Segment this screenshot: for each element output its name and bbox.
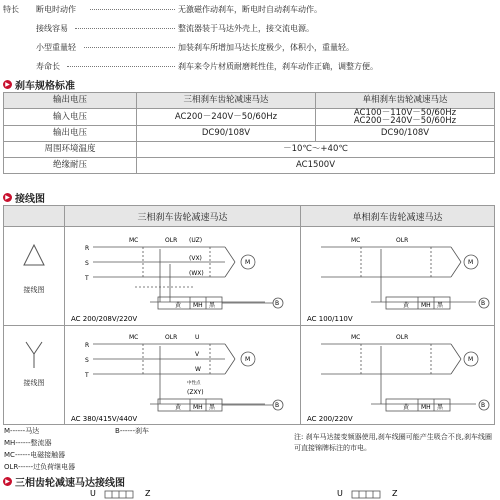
label-OLR: OLR [165, 334, 178, 341]
legend-dash: ------ [14, 451, 31, 459]
wiring-section-title [3, 190, 45, 205]
label-black: 黑 [209, 404, 216, 411]
feature-value: 加装刹车所增加马达长度极少，体积小，重量轻。 [178, 43, 354, 52]
bottom-title-text: 三相齿轮减速马达接线图 [15, 478, 125, 489]
diagram-single-ac100 [301, 227, 495, 326]
spec-label: 输出电压 [4, 126, 137, 142]
legend-item [4, 426, 39, 436]
legend-text: 整流器 [30, 439, 52, 447]
spec-label: 输入电压 [4, 109, 137, 126]
label-S: S [85, 260, 89, 267]
label-R: R [85, 245, 90, 252]
label-MH: MH [193, 302, 203, 309]
voltage-label: AC 200/220V [307, 415, 353, 423]
legend-abbr: MH [4, 439, 16, 447]
wiring-side-cell [4, 326, 65, 425]
spec-label: 输出电压 [4, 93, 137, 109]
voltage-label: AC 380/415V/440V [71, 415, 138, 423]
label-black: 黑 [437, 404, 444, 411]
feature-key: 断电时动作 [36, 5, 76, 14]
legend-text: 马达 [25, 427, 40, 435]
bullet-arrow-icon: ▶ [3, 477, 12, 486]
label-yellow: 黄 [403, 404, 410, 411]
spec-cell-merged: AC1500V [137, 158, 495, 174]
leader-dots [90, 9, 175, 10]
wiring-diagram-single-2 [301, 326, 498, 425]
spec-label: 绝缘耐压 [4, 158, 137, 174]
label-ZXY: (ZXY) [187, 389, 204, 396]
legend-item [4, 462, 75, 472]
label-B: B [481, 402, 486, 409]
label-MC: MC [129, 237, 139, 244]
label-yellow: 黄 [175, 302, 182, 309]
wiring-diagram-three-1 [65, 227, 300, 326]
label-yellow: 黄 [175, 404, 182, 411]
delta-icon [4, 239, 64, 279]
feature-value: 整流器装于马达外壳上，接交流电源。 [178, 24, 314, 33]
label-MH: MH [421, 404, 431, 411]
spec-cell-three: AC200－240V－50/60Hz [137, 109, 316, 126]
spec-row [4, 93, 495, 109]
label-U: U [90, 489, 96, 498]
label-MC: MC [351, 237, 361, 244]
spec-row [4, 158, 495, 174]
legend-dash: ------ [10, 427, 26, 435]
spec-cell-three: 三相刹车齿轮减速马达 [137, 93, 316, 109]
spec-cell-single [316, 109, 495, 126]
spec-single-a: AC100－110V－50/60Hz [353, 108, 457, 118]
legend-item [115, 426, 149, 436]
leader-dots [84, 47, 175, 48]
spec-cell-three: DC90/108V [137, 126, 316, 142]
spec-title-text: 刹车规格标准 [15, 81, 75, 92]
spec-label: 周围环境温度 [4, 142, 137, 158]
note-text: 注: 刹车马达接变频器使用,刹车线圈可能产生吸合不良,刹车线圈可直接锦牌标注的市电。 [294, 433, 493, 452]
legend-dash: ------ [119, 427, 135, 435]
label-S: S [85, 357, 89, 364]
label-MH: MH [421, 302, 431, 309]
spec-row [4, 126, 495, 142]
diagram-three-ac380 [65, 326, 301, 425]
legend-dash: ------ [18, 463, 34, 471]
wiring-head-three: 三相刹车齿轮减速马达 [65, 206, 301, 227]
label-U: U [195, 334, 200, 341]
spec-section-title [3, 77, 75, 92]
label-yellow: 黄 [403, 302, 410, 309]
wiring-row-2 [4, 326, 495, 425]
wye-icon [4, 336, 64, 376]
diagram-three-ac200 [65, 227, 301, 326]
feature-value: 刹车来令片材质耐磨耗性佳，刹车动作正确，调整方便。 [178, 62, 378, 71]
label-M: M [245, 259, 251, 266]
feature-key: 寿命长 [36, 62, 60, 71]
label-black: 黑 [209, 302, 216, 309]
spec-row [4, 109, 495, 126]
label-V: V [195, 351, 200, 358]
spec-row [4, 142, 495, 158]
feature-key: 接线容易 [36, 24, 68, 33]
spec-cell-single: DC90/108V [316, 126, 495, 142]
label-U: U [337, 489, 343, 498]
label-OLR: OLR [396, 334, 409, 341]
label-neutral: 中性点 [187, 381, 201, 386]
label-T: T [85, 275, 89, 282]
feature-value: 无激磁作动刹车，断电时自动刹车动作。 [178, 5, 322, 14]
label-OLR: OLR [396, 237, 409, 244]
label-B: B [275, 402, 280, 409]
legend-dash: ------ [15, 439, 31, 447]
wiring-table [3, 205, 495, 425]
legend-text: 电磁接触器 [30, 451, 66, 459]
label-W: W [195, 366, 201, 373]
spec-table [3, 92, 495, 174]
bottom-diagram-preview [0, 486, 500, 500]
label-Z: Z [145, 489, 151, 498]
features-label: 特长 [3, 5, 19, 14]
wiring-head-single: 单相刹车齿轮减速马达 [301, 206, 495, 227]
label-MC: MC [351, 334, 361, 341]
wiring-row-label: 接线图 [23, 286, 45, 294]
legend-abbr: M [4, 427, 11, 435]
bullet-arrow-icon: ▶ [3, 193, 12, 202]
legend-abbr: OLR [4, 463, 18, 471]
leader-dots [75, 28, 175, 29]
legend-text: 过负荷继电器 [33, 463, 76, 471]
spec-single-b: AC200－240V－50/60Hz [353, 116, 457, 126]
voltage-label: AC 100/110V [307, 315, 353, 323]
wiring-diagram-three-2 [65, 326, 300, 425]
label-R: R [85, 342, 90, 349]
spec-cell-single: 单相刹车齿轮减速马达 [316, 93, 495, 109]
wiring-row-label: 接线图 [23, 379, 45, 387]
label-M: M [468, 356, 474, 363]
label-M: M [468, 259, 474, 266]
wiring-head-blank [4, 206, 65, 227]
label-M: M [245, 356, 251, 363]
diagram-single-ac200 [301, 326, 495, 425]
label-MC: MC [129, 334, 139, 341]
label-WX: (WX) [189, 270, 204, 277]
legend-item [4, 450, 65, 460]
wiring-row-1 [4, 227, 495, 326]
wiring-side-cell [4, 227, 65, 326]
label-UZ: (UZ) [189, 237, 203, 244]
label-VX: (VX) [189, 255, 202, 262]
legend-abbr: B [115, 427, 120, 435]
label-Z: Z [392, 489, 398, 498]
voltage-label: AC 200/208V/220V [71, 315, 138, 323]
label-T: T [85, 372, 89, 379]
label-MH: MH [193, 404, 203, 411]
leader-dots [67, 66, 175, 67]
wiring-title-text: 接线图 [15, 194, 45, 205]
wiring-diagram-single-1 [301, 227, 498, 326]
legend-abbr: MC [4, 451, 15, 459]
label-black: 黑 [437, 302, 444, 309]
legend-text: 刹车 [134, 427, 149, 435]
spec-cell-merged: －10℃～+40℃ [137, 142, 495, 158]
label-B: B [481, 300, 486, 307]
label-OLR: OLR [165, 237, 178, 244]
label-B: B [275, 300, 280, 307]
wiring-head-row [4, 206, 495, 227]
feature-key: 小型重量轻 [36, 43, 76, 52]
bullet-arrow-icon: ▶ [3, 80, 12, 89]
legend-item [4, 438, 51, 448]
